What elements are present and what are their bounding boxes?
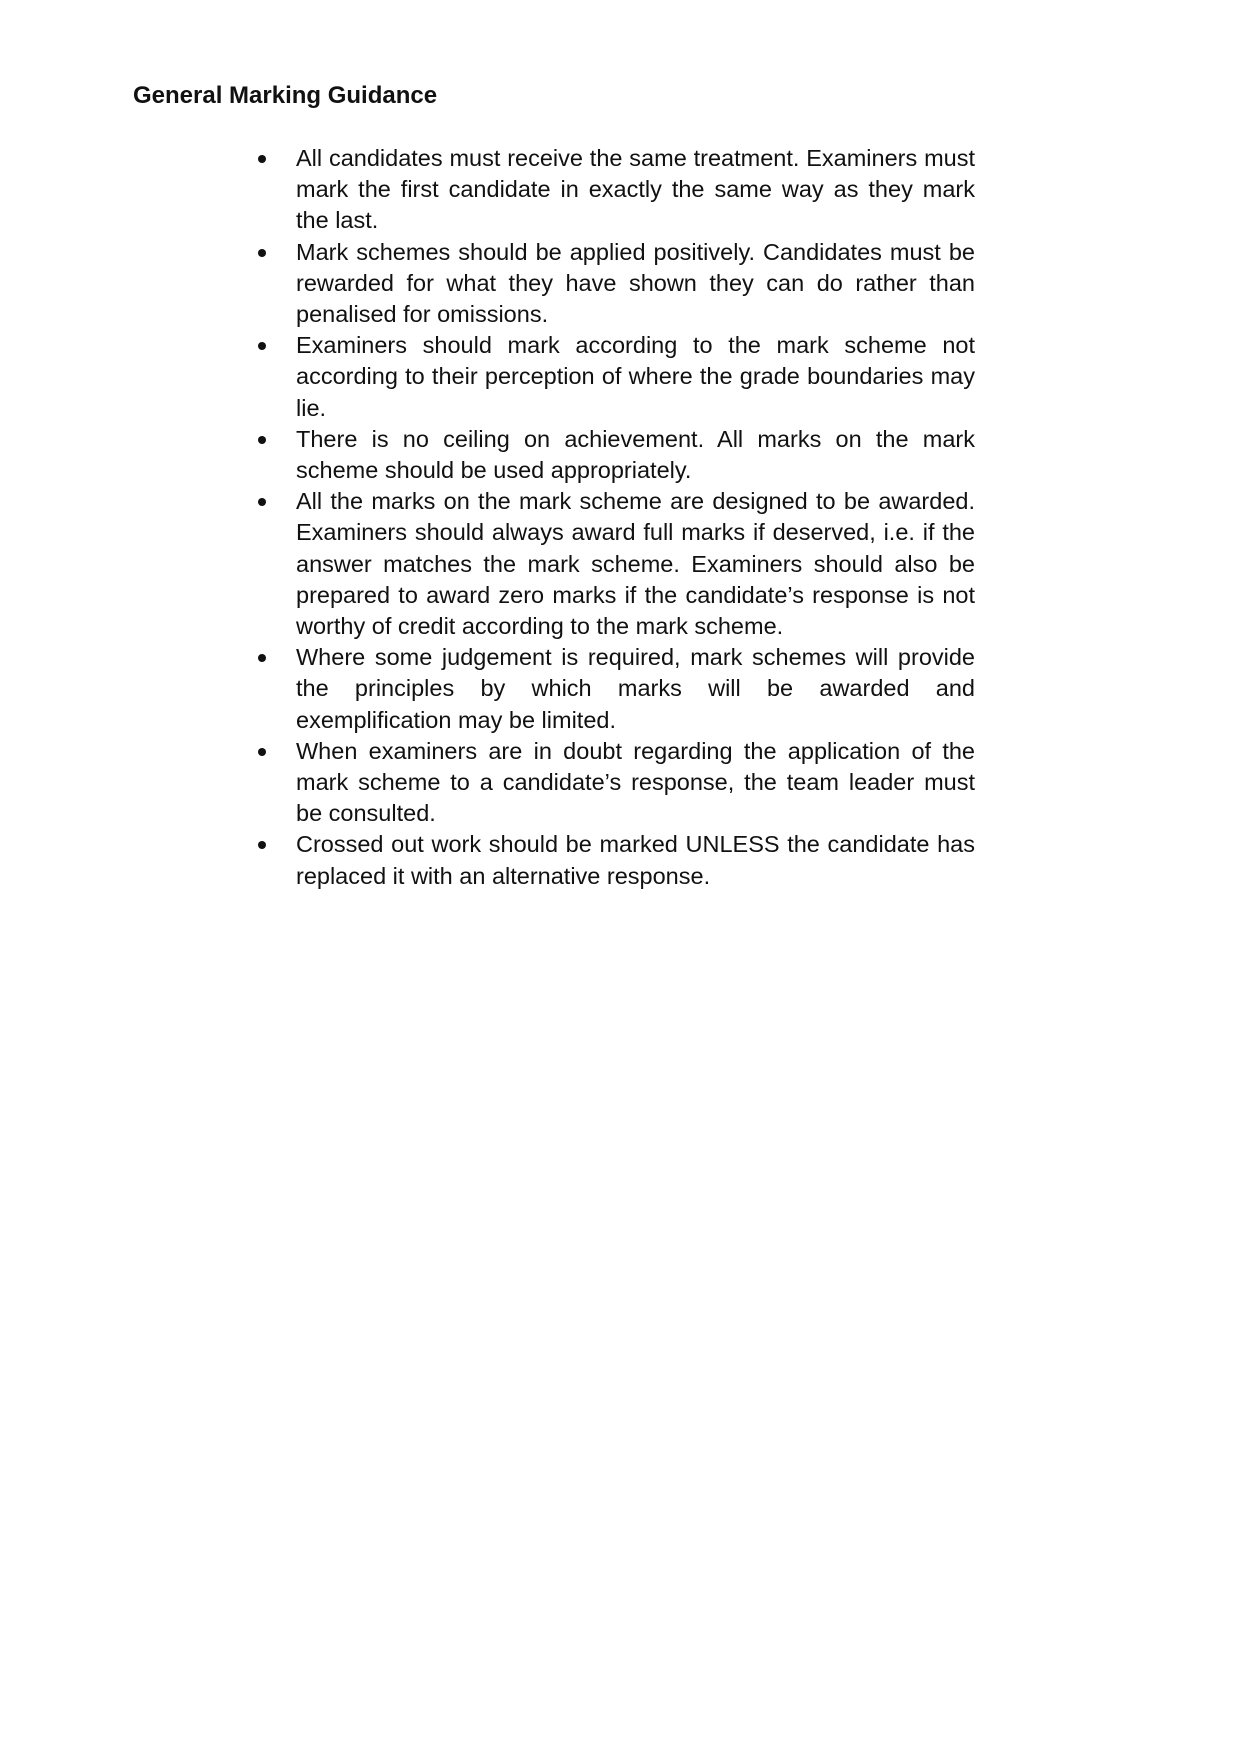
bullet-icon — [258, 436, 266, 444]
list-item — [255, 829, 975, 891]
bullet-icon — [258, 841, 266, 849]
list-item-text: Crossed out work should be marked UNLESS the candidate has replaced it with an alternative response. — [296, 831, 975, 889]
bullet-icon — [258, 748, 266, 756]
list-item-text: Where some judgement is required, mark schemes will provide the principles by which marks will be awarded and exemplification may be limited. — [296, 644, 975, 733]
guidance-list — [255, 143, 975, 892]
list-item — [255, 736, 975, 830]
list-item-text: Examiners should mark according to the mark scheme not according to their perception of where the grade boundaries may lie. — [296, 332, 975, 421]
list-item — [255, 143, 975, 237]
list-item — [255, 424, 975, 486]
list-item — [255, 642, 975, 736]
bullet-icon — [258, 155, 266, 163]
bullet-icon — [258, 498, 266, 506]
list-item-text: There is no ceiling on achievement. All marks on the mark scheme should be used appropriately. — [296, 425, 975, 484]
bullet-icon — [258, 654, 266, 662]
list-item — [255, 330, 975, 424]
bullet-icon — [258, 342, 266, 350]
list-item-text: All the marks on the mark scheme are designed to be awarded. Examiners should always award full marks if deserved, i.e. if the answer matches the mark scheme. Examiners should also be prepared to award zero marks if the candidate’s response is not worthy of credit according to the mark scheme. — [296, 488, 975, 640]
page-heading: General Marking Guidance — [133, 82, 438, 109]
list-item — [255, 486, 975, 642]
list-item — [255, 237, 975, 331]
list-item-text: Mark schemes should be applied positively. Candidates must be rewarded for what they have shown they can do rather than penalised for omissions. — [296, 238, 975, 328]
list-item-text: All candidates must receive the same treatment. Examiners must mark the first candidate in exactly the same way as they mark the last. — [296, 145, 975, 234]
list-item-text: When examiners are in doubt regarding the application of the mark scheme to a candidate’s response, the team leader must be consulted. — [296, 737, 975, 827]
bullet-icon — [258, 249, 266, 257]
